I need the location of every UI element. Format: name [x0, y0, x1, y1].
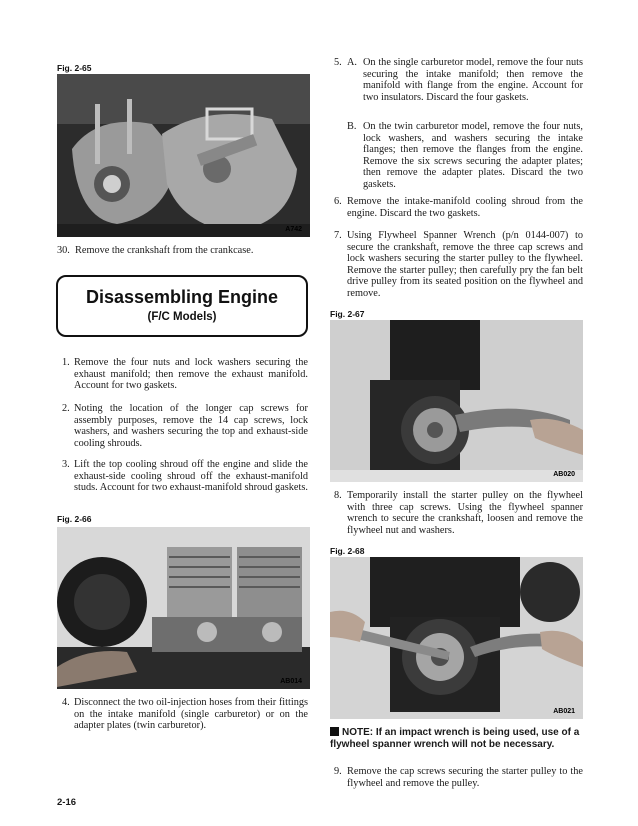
figure-code: A742 [285, 226, 302, 233]
step-text: Lift the top cooling shroud off the engine and slide the exhaust-side cooling shroud off the exhaust-manifold studs. Account for two exhaust-manifold shroud gaskets. [74, 459, 308, 494]
step-number: 1. [62, 357, 70, 368]
step-1 [62, 357, 308, 392]
step-text: Remove the crankshaft from the crankcase. [75, 245, 254, 256]
figure-code: AB014 [280, 678, 302, 685]
step-text: Using Flywheel Spanner Wrench (p/n 0144-007) to secure the crankshaft, remove the three cap screws and lock washers securing the starter pulley to the flywheel. Remove the starter pulley; then carefully pry the fan belt drive pulley from its seated position on the flywheel and remove. [347, 230, 583, 299]
step-number: B. [347, 121, 357, 132]
step-text: On the twin carburetor model, remove the four nuts, lock washers, and washers securing the intake flanges; then remove the flanges from the engine. Remove the six screws securing the adapter plates; then remove the adapter plates. Discard the two gaskets. [363, 121, 583, 190]
step-number: 2. [62, 403, 70, 414]
step-number: 5. [334, 57, 342, 68]
figure-code: AB021 [553, 708, 575, 715]
step-number: 9. [334, 766, 342, 777]
step-text: Disconnect the two oil-injection hoses from their fittings on the intake manifold (single carburetor) or on the adapter plates (twin carburetor). [74, 697, 308, 732]
step-number: 4. [62, 697, 70, 708]
step-text: Remove the intake-manifold cooling shroud from the engine. Discard the two gaskets. [347, 196, 583, 219]
flywheel-nut-photo [330, 557, 583, 719]
step-9 [334, 766, 583, 789]
step-number: 8. [334, 490, 342, 501]
step-number: A. [347, 57, 358, 68]
engine-photo [57, 527, 310, 689]
flywheel-wrench-image [330, 557, 583, 719]
crankcase-photo [57, 74, 310, 237]
section-subtitle: (F/C Models) [147, 311, 217, 323]
step-6 [334, 196, 583, 219]
note-block [330, 727, 584, 751]
note-text: NOTE: If an impact wrench is being used, use of a flywheel spanner wrench will not be necessary. [330, 727, 580, 750]
crankcase-image [57, 74, 310, 237]
step-2 [62, 403, 308, 449]
spanner-wrench-photo [330, 320, 583, 482]
step-5a [347, 57, 583, 103]
step-number: 3. [62, 459, 70, 470]
step-8 [334, 490, 583, 536]
section-heading-box [56, 275, 308, 337]
flywheel-image [330, 320, 583, 482]
figure-label: Fig. 2-67 [330, 309, 365, 319]
step-text: Noting the location of the longer cap screws for assembly purposes, remove the 14 cap screws, lock washers, and washers securing the top and exhaust-side cooling shrouds. [74, 403, 308, 449]
step-text: Temporarily install the starter pulley on the flywheel with three cap screws. Using the flywheel spanner wrench to secure the crankshaft, loosen and remove the flywheel nut and washers. [347, 490, 583, 536]
note-marker-icon [330, 727, 339, 736]
step-number: 30. [57, 245, 70, 256]
figure-label: Fig. 2-66 [57, 514, 92, 524]
step-30 [57, 245, 309, 257]
step-text: Remove the four nuts and lock washers securing the exhaust manifold; then remove the exhaust manifold. Account for two gaskets. [74, 357, 308, 392]
step-4 [62, 697, 308, 732]
step-5b [347, 121, 583, 191]
figure-label: Fig. 2-65 [57, 63, 92, 73]
step-text: On the single carburetor model, remove the four nuts securing the intake manifold; then remove the manifold with flange from the engine. Account for two insulators. Discard the four gaskets. [363, 57, 583, 103]
step-number: 6. [334, 196, 342, 207]
step-text: Remove the cap screws securing the starter pulley to the flywheel and remove the pulley. [347, 766, 583, 789]
engine-image [57, 527, 310, 689]
figure-code: AB020 [553, 471, 575, 478]
step-7 [334, 230, 583, 300]
section-title: Disassembling Engine [85, 287, 279, 307]
step-number: 7. [334, 230, 342, 241]
figure-label: Fig. 2-68 [330, 546, 365, 556]
page-number: 2-16 [57, 797, 77, 808]
step-3 [62, 459, 308, 494]
